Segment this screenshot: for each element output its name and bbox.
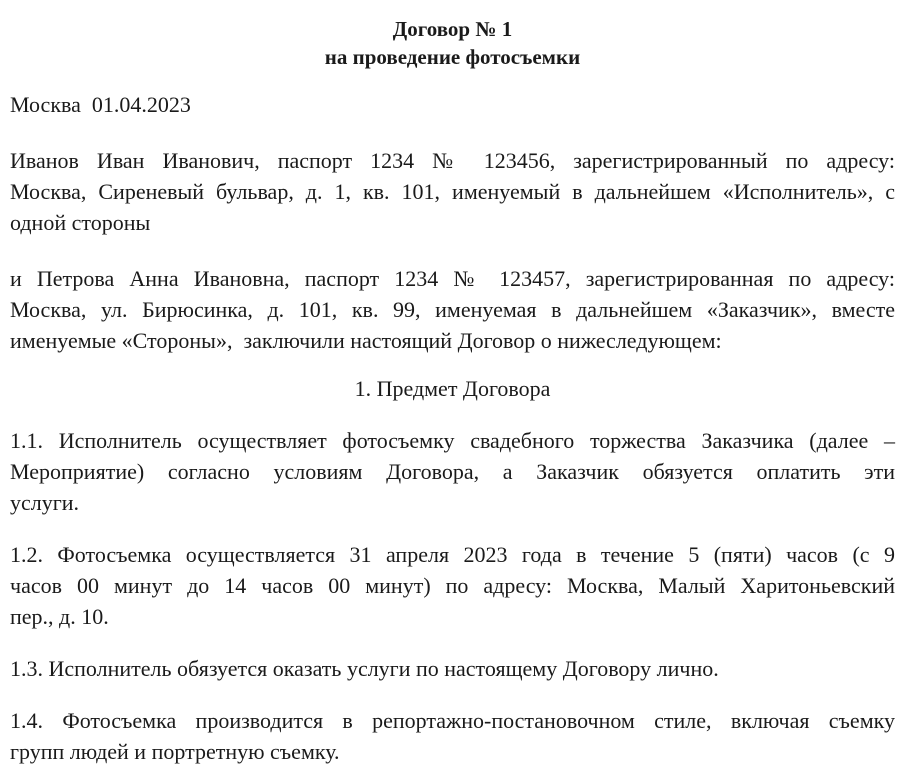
clause-1-1-line-2: Мероприятие) согласно условиям Договора, а Заказчик обязуется оплатить эти [10, 459, 895, 484]
clause-1-3 [10, 653, 895, 684]
party-customer-paragraph [10, 263, 895, 356]
party-executor-paragraph [10, 145, 895, 238]
party-executor-line-2: Москва, Сиреневый бульвар, д. 1, кв. 101, именуемый в дальнейшем «Исполнитель», с [10, 179, 895, 204]
clause-1-2-line-3: пер., д. 10. [10, 604, 109, 629]
clause-1-4 [10, 705, 895, 767]
party-customer-line-1: и Петрова Анна Ивановна, паспорт 1234 № 123457, зарегистрированная по адресу: [10, 266, 895, 291]
section-heading-subject: 1. Предмет Договора [354, 376, 551, 401]
clause-1-2 [10, 539, 895, 632]
contract-title-number: Договор № 1 [392, 17, 513, 41]
clause-1-1-line-3: услуги. [10, 490, 80, 515]
place-and-date: Москва 01.04.2023 [10, 92, 191, 117]
clause-1-2-line-2: часов 00 минут до 14 часов 00 минут) по адресу: Москва, Малый Харитоньевский [10, 573, 895, 598]
clause-1-1-line-1: 1.1. Исполнитель осуществляет фотосъемку свадебного торжества Заказчика (далее – [10, 428, 895, 453]
clause-1-4-line-1: 1.4. Фотосъемка производится в репортажно-постановочном стиле, включая съемку [10, 708, 895, 733]
party-customer-line-3: именуемые «Стороны», заключили настоящий Договор о нижеследующем: [10, 328, 722, 353]
clause-1-1 [10, 425, 895, 518]
clause-1-3-line-1: 1.3. Исполнитель обязуется оказать услуги по настоящему Договору лично. [10, 656, 719, 681]
clause-1-2-line-1: 1.2. Фотосъемка осуществляется 31 апреля 2023 года в течение 5 (пяти) часов (с 9 [10, 542, 895, 567]
party-customer-line-2: Москва, ул. Бирюсинка, д. 101, кв. 99, именуемая в дальнейшем «Заказчик», вместе [10, 297, 895, 322]
contract-document [10, 0, 895, 767]
party-executor-line-1: Иванов Иван Иванович, паспорт 1234 № 123456, зарегистрированный по адресу: [10, 148, 895, 173]
contract-title [10, 15, 895, 71]
party-executor-line-3: одной стороны [10, 210, 151, 235]
contract-title-subject: на проведение фотосъемки [324, 45, 581, 69]
clause-1-4-line-2: групп людей и портретную съемку. [10, 739, 340, 764]
